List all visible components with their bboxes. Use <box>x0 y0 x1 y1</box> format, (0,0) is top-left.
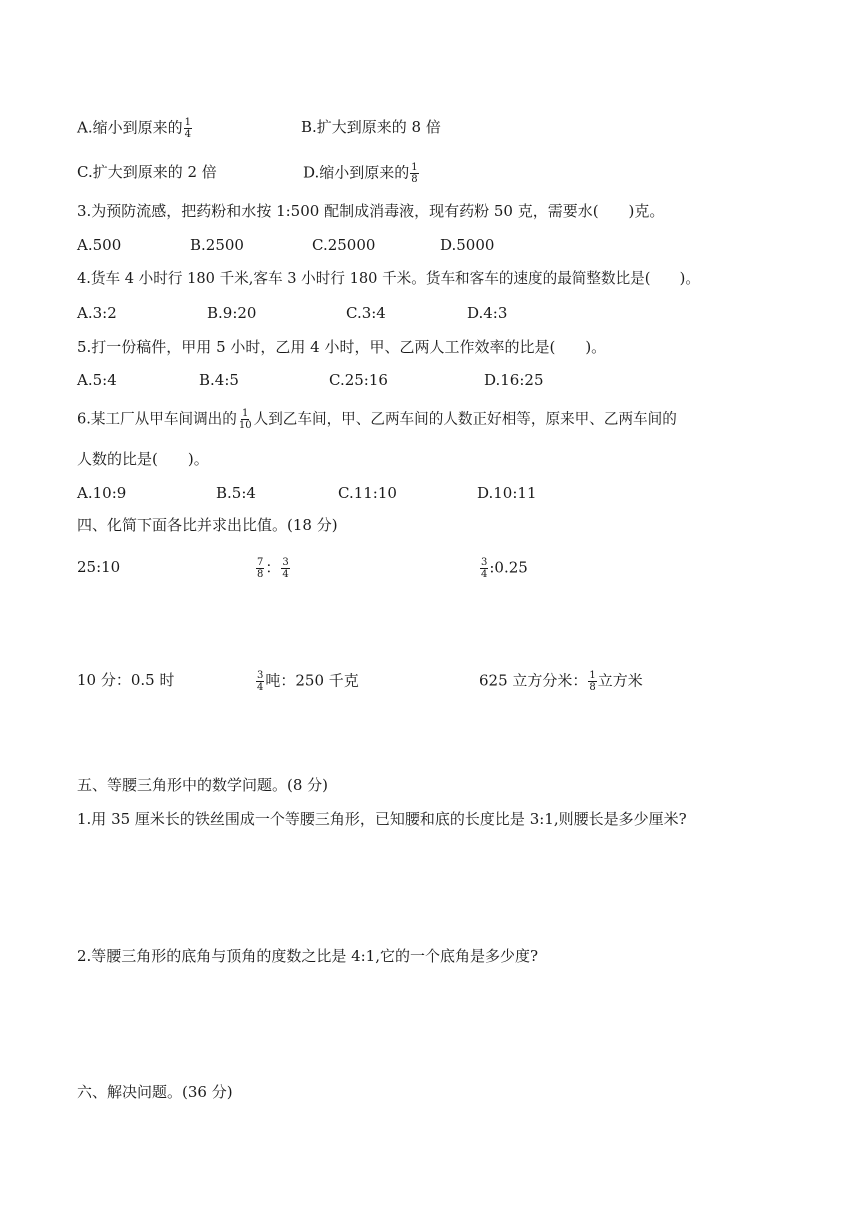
section-5-question-1: 1.用 35 厘米长的铁丝围成一个等腰三角形，已知腰和底的长度比是 3:1,则腰长是多少厘米? <box>77 810 687 828</box>
q6-option-a: A.10:9 <box>77 484 127 502</box>
q2-option-a: A.缩小到原来的 $\frac{1}{4}$ <box>77 117 191 140</box>
q3-option-b: B.2500 <box>190 236 244 254</box>
ratio-expression-1: 25:10 <box>77 558 121 576</box>
fraction: $\frac{1}{8}$ <box>589 670 596 693</box>
ratio-expression-2: $\frac{7}{8}$ ： $\frac{3}{4}$ <box>257 557 289 580</box>
section-6-title: 六、解决问题。(36 分) <box>77 1083 233 1101</box>
q5-option-b: B.4:5 <box>199 371 239 389</box>
question-6-line-2: 人数的比是( )。 <box>77 450 209 468</box>
q5-option-c: C.25:16 <box>329 371 388 389</box>
ratio-expression-4: 10 分：0.5 时 <box>77 671 175 689</box>
fraction: $\frac{3}{4}$ <box>481 557 488 580</box>
q3-option-c: C.25000 <box>312 236 376 254</box>
q3-option-d: D.5000 <box>440 236 495 254</box>
ratio-expression-6: 625 立方分米： $\frac{1}{8}$ 立方米 <box>479 670 643 693</box>
ratio-expression-3: $\frac{3}{4}$ :0.25 <box>481 557 528 580</box>
fraction: $\frac{3}{4}$ <box>257 670 264 693</box>
q3-option-a: A.500 <box>77 236 122 254</box>
section-4-title: 四、化简下面各比并求出比值。(18 分) <box>77 516 338 534</box>
q4-option-b: B.9:20 <box>207 304 257 322</box>
question-6-line-1: 6.某工厂从甲车间调出的 $\frac{1}{10}$ 人到乙车间，甲、乙两车间的人数正好相等，原来甲、乙两车间的 <box>77 408 677 431</box>
q4-option-a: A.3:2 <box>77 304 117 322</box>
section-5-title: 五、等腰三角形中的数学问题。(8 分) <box>77 776 329 794</box>
ratio-expression-5: $\frac{3}{4}$ 吨：250 千克 <box>257 670 359 693</box>
question-5: 5.打一份稿件，甲用 5 小时，乙用 4 小时，甲、乙两人工作效率的比是( )。 <box>77 338 607 356</box>
q2-option-b: B.扩大到原来的 8 倍 <box>301 118 441 136</box>
question-3: 3.为预防流感，把药粉和水按 1:500 配制成消毒液，现有药粉 50 克，需要水( )克。 <box>77 202 665 220</box>
fraction: $\frac{3}{4}$ <box>282 557 289 580</box>
q2-option-c: C.扩大到原来的 2 倍 <box>77 163 217 181</box>
fraction: $\frac{1}{8}$ <box>411 162 418 185</box>
fraction: $\frac{7}{8}$ <box>257 557 264 580</box>
q5-option-a: A.5:4 <box>77 371 117 389</box>
section-5-question-2: 2.等腰三角形的底角与顶角的度数之比是 4:1,它的一个底角是多少度? <box>77 947 539 965</box>
q6-option-c: C.11:10 <box>338 484 397 502</box>
q5-option-d: D.16:25 <box>484 371 544 389</box>
q6-option-d: D.10:11 <box>477 484 537 502</box>
q2-option-d: D.缩小到原来的 $\frac{1}{8}$ <box>303 162 418 185</box>
question-4: 4.货车 4 小时行 180 千米,客车 3 小时行 180 千米。货车和客车的速度的最简整数比是( )。 <box>77 270 700 287</box>
q4-option-c: C.3:4 <box>346 304 386 322</box>
fraction: $\frac{1}{4}$ <box>184 117 191 140</box>
q4-option-d: D.4:3 <box>467 304 508 322</box>
fraction: $\frac{1}{10}$ <box>238 408 252 431</box>
q6-option-b: B.5:4 <box>216 484 256 502</box>
